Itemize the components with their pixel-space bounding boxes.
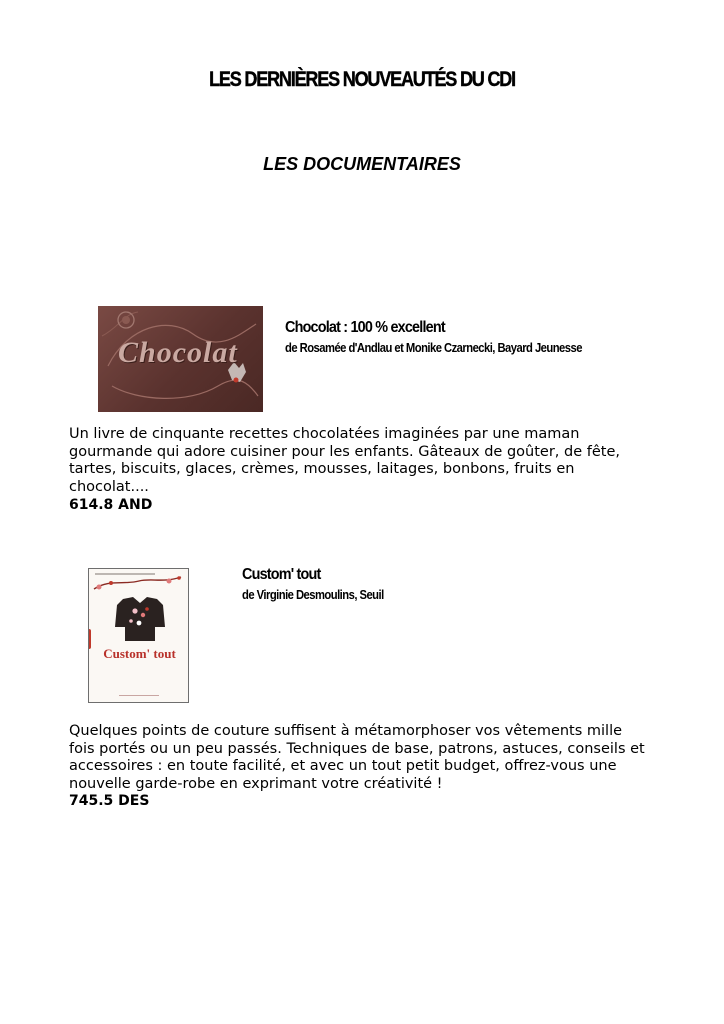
book-author: de Rosamée d'Andlau et Monike Czarnecki, Bayard Jeunesse [285, 341, 582, 355]
cover-title: Chocolat [118, 336, 238, 369]
custom-tout-cover-art [89, 569, 189, 703]
section-title: LES DOCUMENTAIRES [263, 154, 461, 174]
book-description: Un livre de cinquante recettes chocolatées imaginées par une maman gourmande qui adore cuisiner pour les enfants. Gâteaux de goûter, de fête, tartes, biscuits, glaces, crèmes, mousses, laitages, bonbons, fruits en chocolat.... [69, 426, 620, 495]
cover-title: Custom' tout [103, 646, 176, 661]
book-title: Custom' tout [242, 566, 321, 583]
call-number: 614.8 AND [69, 497, 153, 513]
page-title: LES DERNIÈRES NOUVEAUTÉS DU CDI [209, 68, 515, 91]
call-number: 745.5 DES [69, 793, 150, 809]
book-cover-custom-tout [88, 568, 189, 703]
book-description: Quelques points de couture suffisent à métamorphoser vos vêtements mille fois portés ou un peu passés. Techniques de base, patrons, astuces, conseils et accessoires : en toute facilité, et avec un tout petit budget, offrez-vous une nouvelle garde-robe en exprimant votre créativité ! [69, 723, 645, 792]
book-author: de Virginie Desmoulins, Seuil [242, 588, 384, 602]
book-title: Chocolat : 100 % excellent [285, 319, 445, 336]
book-cover-chocolat [98, 306, 263, 412]
